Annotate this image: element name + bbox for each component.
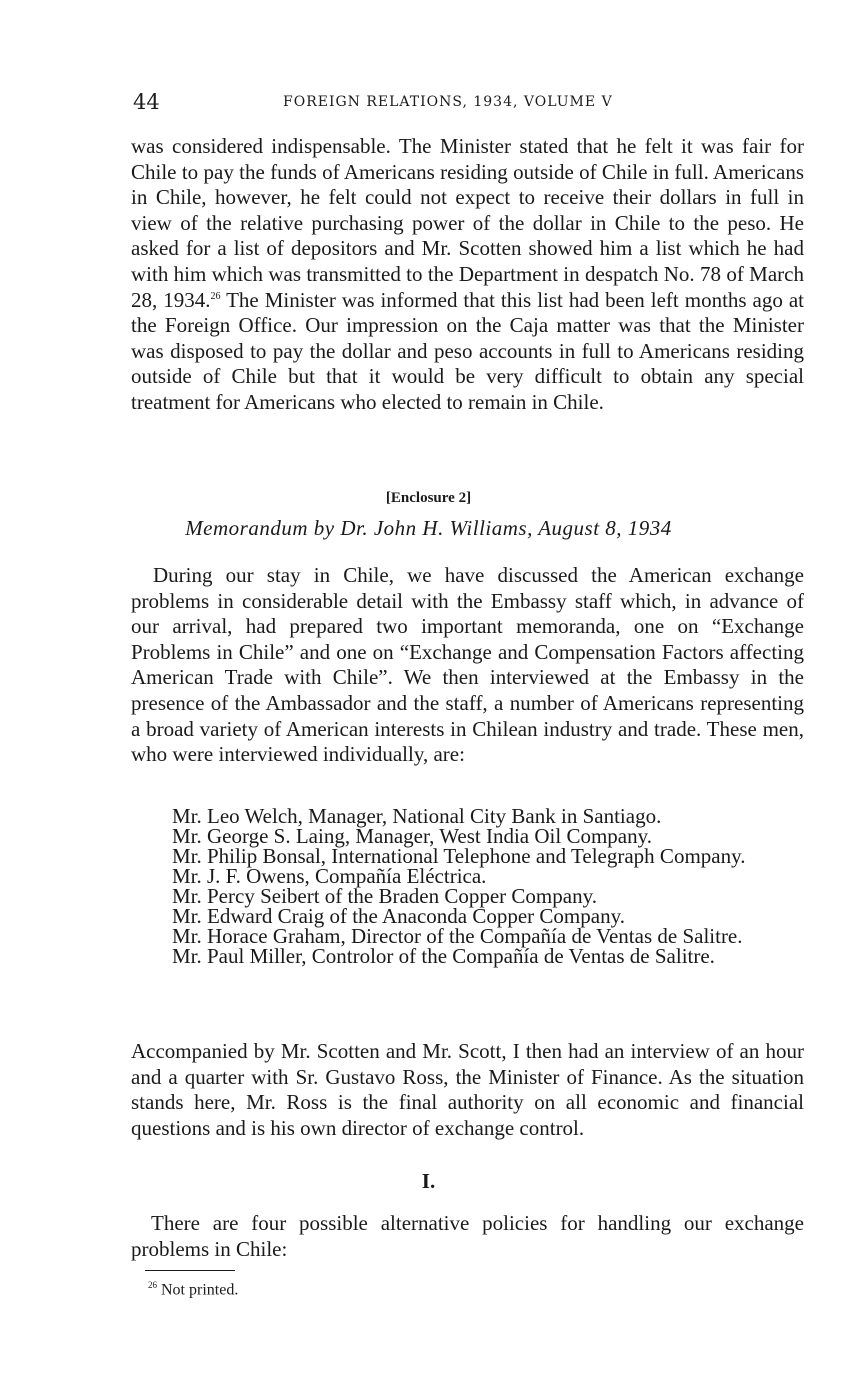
list-item: Mr. Edward Craig of the Anaconda Copper Company. xyxy=(172,904,625,928)
section-heading: I. xyxy=(421,1169,436,1193)
list-item: Mr. George S. Laing, Manager, West India Oil Company. xyxy=(172,824,652,848)
footnote xyxy=(148,1280,238,1299)
attendee-list xyxy=(172,806,804,966)
footnote-marker: 26 xyxy=(148,1280,157,1290)
enclosure-label: [Enclosure 2] xyxy=(385,490,472,506)
running-title: FOREIGN RELATIONS, 1934, VOLUME V xyxy=(283,94,613,110)
paragraph-intro-text-b: The Minister was informed that this list had been left months ago at the Foreign Office. Our impression on the Caja matter was that the Minister was disposed to pay the dollar and peso accounts in full to Americans residing outside of Chile but that it would be very difficult to obtain any special treatment for Americans who elected to remain in Chile. xyxy=(131,287,805,414)
page-header xyxy=(133,90,803,116)
paragraph-intro xyxy=(131,134,804,416)
paragraph-discussion: During our stay in Chile, we have discussed the American exchange problems in considerable detail with the Embassy staff which, in advance of our arrival, had prepared two important memoranda, one on “Exchange Problems in Chile” and one on “Exchange and Compensation Factors affecting American Trade with Chile”. We then interviewed at the Embassy in the presence of the Ambassador and the staff, a number of Americans representing a broad variety of American interests in Chilean industry and trade. These men, who were interviewed individually, are: xyxy=(131,563,804,767)
list-item: Mr. J. F. Owens, Compañía Eléctrica. xyxy=(172,864,487,888)
paragraph-interview: Accompanied by Mr. Scotten and Mr. Scott, I then had an interview of an hour and a quarter with Sr. Gustavo Ross, the Minister of Finance. As the situation stands here, Mr. Ross is the final authority on all economic and financial questions and is his own director of exchange control. xyxy=(131,1039,804,1140)
footnote-text: Not printed. xyxy=(161,1281,239,1299)
footnote-reference: 26 xyxy=(210,290,221,302)
list-item: Mr. Leo Welch, Manager, National City Bank in Santiago. xyxy=(172,804,662,828)
footnote-divider xyxy=(145,1270,235,1271)
list-item: Mr. Philip Bonsal, International Telephone and Telegraph Company. xyxy=(172,844,746,868)
paragraph-intro-text-a: was considered indispensable. The Minister stated that he felt it was fair for Chile to pay the funds of Americans residing outside of Chile in full. Americans in Chile, however, he felt could not expect to receive their dollars in full in view of the relative purchasing power of the dollar in Chile to the peso. He asked for a list of depositors and Mr. Scotten showed him a list which he had with him which was transmitted to the Department in despatch No. 78 of March 28, 1934. xyxy=(131,134,804,312)
paragraph-policies: There are four possible alternative policies for handling our exchange problems in Chile: xyxy=(131,1211,804,1261)
list-item: Mr. Paul Miller, Controlor of the Compañía de Ventas de Salitre. xyxy=(172,944,715,968)
memorandum-title: Memorandum by Dr. John H. Williams, August 8, 1934 xyxy=(185,516,672,540)
page-number: 44 xyxy=(133,90,160,114)
list-item: Mr. Horace Graham, Director of the Compañía de Ventas de Salitre. xyxy=(172,924,743,948)
list-item: Mr. Percy Seibert of the Braden Copper Company. xyxy=(172,884,597,908)
